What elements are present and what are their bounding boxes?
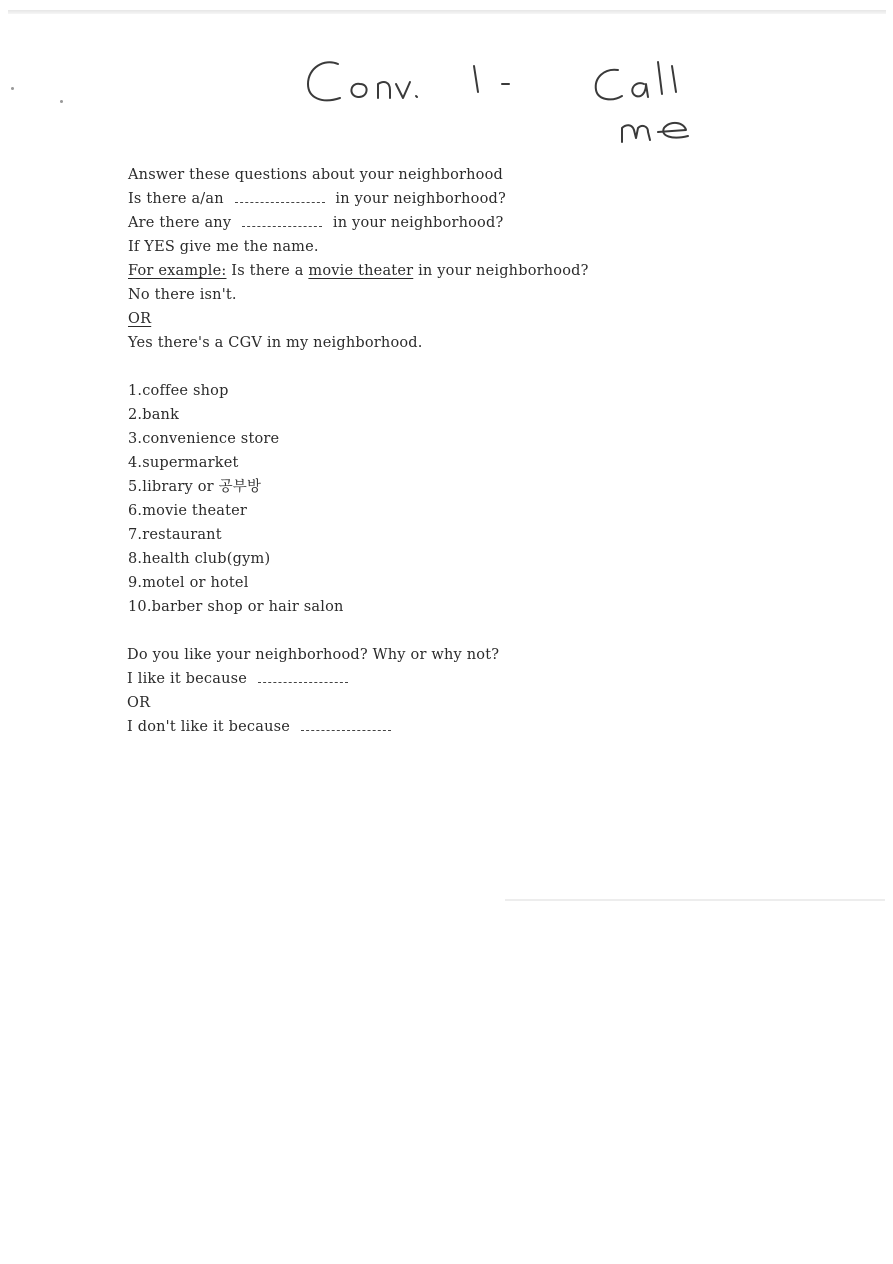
example-question-end: in your neighborhood? — [418, 263, 589, 279]
closing-question: Do you like your neighborhood? Why or why not? — [127, 647, 500, 663]
list-item: 7.restaurant — [128, 527, 222, 543]
scan-edge-top — [8, 10, 886, 14]
example-answer-no: No there isn't. — [128, 287, 237, 303]
answer-blank — [242, 214, 322, 227]
worksheet-body — [128, 163, 768, 739]
question-are-there-start: Are there any — [128, 215, 232, 231]
list-item: 1.coffee shop — [128, 383, 229, 399]
closing-or: OR — [127, 695, 151, 711]
example-or: OR — [128, 311, 152, 327]
list-item: 3.convenience store — [128, 431, 280, 447]
list-item: 5.library or 공부방 — [128, 479, 262, 495]
example-answer-yes: Yes there's a CGV in my neighborhood. — [128, 335, 423, 351]
scan-dust — [60, 100, 63, 103]
answer-blank — [235, 190, 325, 203]
question-is-there-start: Is there a/an — [128, 191, 224, 207]
closing-dislike-text: I don't like it because — [127, 719, 291, 735]
example-question-start: Is there a — [231, 263, 304, 279]
list-item: 6.movie theater — [128, 503, 248, 519]
question-is-there-end: in your neighborhood? — [335, 191, 506, 207]
handwritten-title — [300, 50, 720, 160]
spacer — [128, 355, 768, 379]
answer-blank — [301, 718, 391, 731]
instructions-heading: Answer these questions about your neighborhood — [128, 167, 504, 183]
list-item: 4.supermarket — [128, 455, 239, 471]
spacer — [128, 619, 768, 643]
places-list — [128, 379, 768, 619]
list-item: 10.barber shop or hair salon — [128, 599, 344, 615]
list-item: 2.bank — [128, 407, 180, 423]
list-item: 8.health club(gym) — [128, 551, 271, 567]
question-are-there — [128, 211, 768, 235]
question-are-there-end: in your neighborhood? — [332, 215, 504, 231]
if-yes-instruction: If YES give me the name. — [128, 239, 319, 255]
example-line — [128, 259, 768, 283]
closing-like-text: I like it because — [127, 671, 248, 687]
closing-like — [127, 667, 768, 691]
closing-dislike — [127, 715, 768, 739]
scan-edge-mid — [505, 899, 885, 901]
list-item: 9.motel or hotel — [128, 575, 249, 591]
question-is-there — [128, 187, 768, 211]
scan-dust — [11, 87, 14, 90]
example-label: For example: — [128, 263, 227, 279]
answer-blank — [258, 670, 348, 683]
example-place: movie theater — [308, 263, 414, 279]
